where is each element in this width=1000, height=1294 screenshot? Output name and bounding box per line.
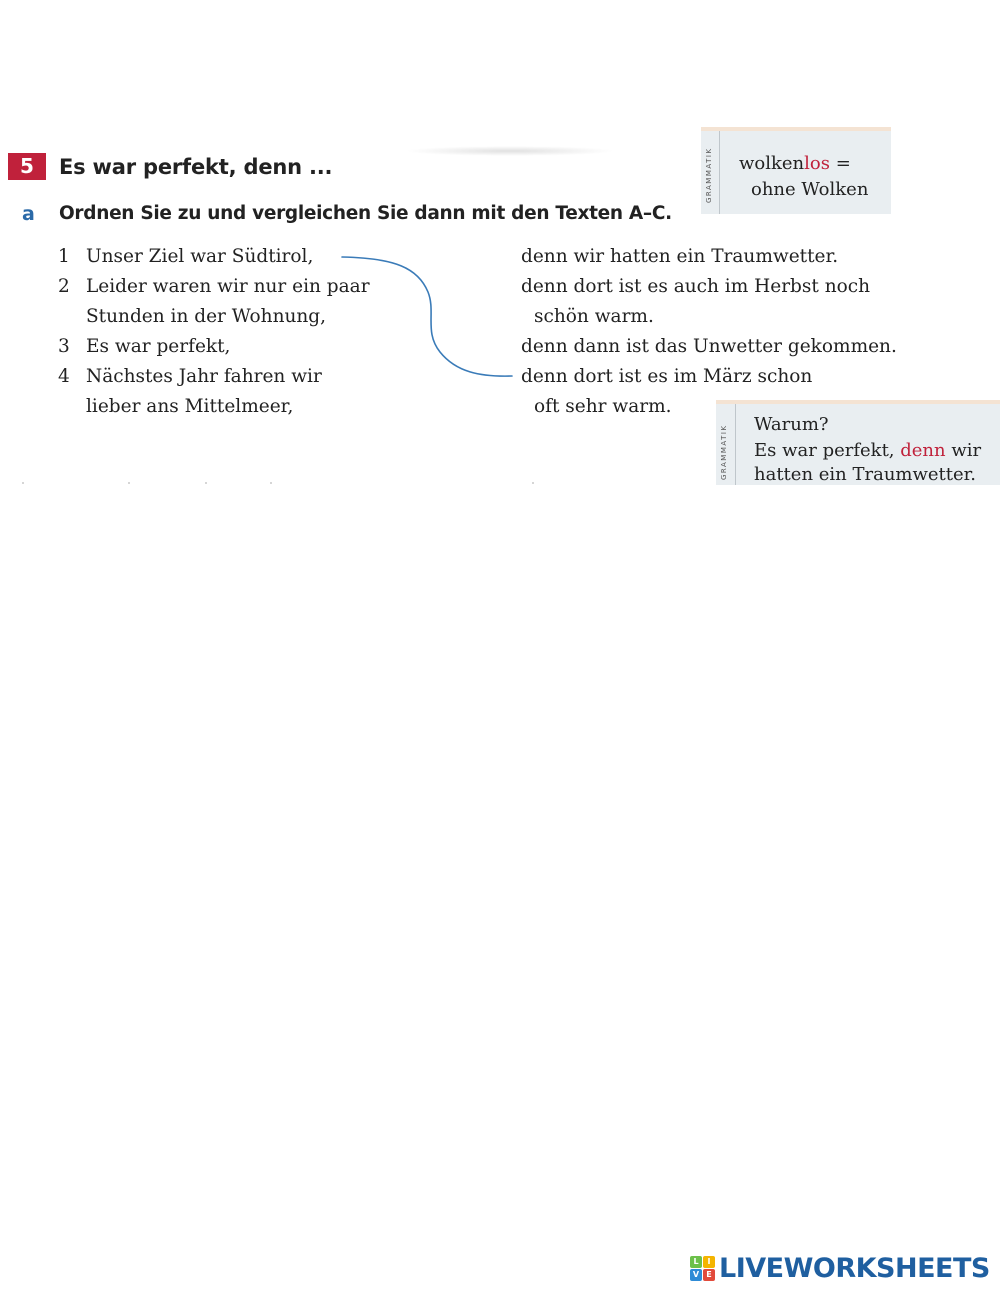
exercise-instruction: Ordnen Sie zu und vergleichen Sie dann mit den Texten A–C. — [59, 203, 672, 224]
grammar-meaning: ohne Wolken — [751, 179, 869, 200]
right-item-b-cont: schön warm. — [534, 306, 654, 327]
grammar-highlight-denn: denn — [900, 440, 946, 461]
item-number: 1 — [58, 246, 70, 267]
left-item-3[interactable]: Es war perfekt, — [86, 336, 231, 357]
grammar-example-before: Es war perfekt, — [754, 440, 901, 461]
left-item-2-cont: Stunden in der Wohnung, — [86, 306, 327, 327]
crop-dot — [22, 482, 24, 484]
right-item-c[interactable]: denn dann ist das Unwetter gekommen. — [521, 336, 897, 357]
left-item-2[interactable]: Leider waren wir nur ein paar — [86, 276, 370, 297]
item-number: 2 — [58, 276, 70, 297]
grammar-example-line — [754, 438, 981, 464]
left-item-1[interactable]: Unser Ziel war Südtirol, — [86, 246, 314, 267]
grammar-box-denn — [716, 400, 1000, 485]
logo-tile: I — [703, 1256, 715, 1268]
right-item-a[interactable]: denn wir hatten ein Traumwetter. — [521, 246, 839, 267]
item-number: 4 — [58, 366, 70, 387]
exercise-title: Es war perfekt, denn ... — [59, 155, 333, 179]
right-item-d[interactable]: denn dort ist es im März schon — [521, 366, 813, 387]
logo-tile: V — [690, 1269, 702, 1281]
grammar-example-line-2: hatten ein Traumwetter. — [754, 464, 977, 485]
right-item-d-cont: oft sehr warm. — [534, 396, 672, 417]
crop-dot — [532, 482, 534, 484]
grammar-word — [739, 151, 851, 177]
grammar-word-stem: wolken — [739, 153, 805, 174]
exercise-number-badge: 5 — [8, 153, 46, 180]
crop-dot — [128, 482, 130, 484]
grammar-question: Warum? — [754, 414, 829, 435]
grammar-equals: = — [830, 153, 851, 174]
grammar-box-wolkenlos — [701, 127, 891, 214]
grammar-word-suffix: los — [804, 153, 830, 174]
grammar-divider — [735, 404, 736, 485]
grammar-divider — [719, 131, 720, 214]
page-shadow — [405, 146, 615, 156]
liveworksheets-logo-icon — [690, 1256, 716, 1282]
logo-tile: L — [690, 1256, 702, 1268]
liveworksheets-logo[interactable] — [690, 1252, 990, 1286]
item-number: 3 — [58, 336, 70, 357]
crop-dot — [205, 482, 207, 484]
grammar-example-after: wir — [945, 440, 982, 461]
logo-tile: E — [703, 1269, 715, 1281]
right-item-b[interactable]: denn dort ist es auch im Herbst noch — [521, 276, 871, 297]
sub-task-letter: a — [22, 203, 35, 225]
left-item-4-cont: lieber ans Mittelmeer, — [86, 396, 294, 417]
logo-text: LIVEWORKSHEETS — [719, 1253, 990, 1284]
crop-edge — [0, 482, 1000, 485]
crop-dot — [270, 482, 272, 484]
grammar-label: GRAMMATIK — [720, 424, 728, 480]
grammar-label: GRAMMATIK — [705, 147, 713, 203]
left-item-4[interactable]: Nächstes Jahr fahren wir — [86, 366, 322, 387]
